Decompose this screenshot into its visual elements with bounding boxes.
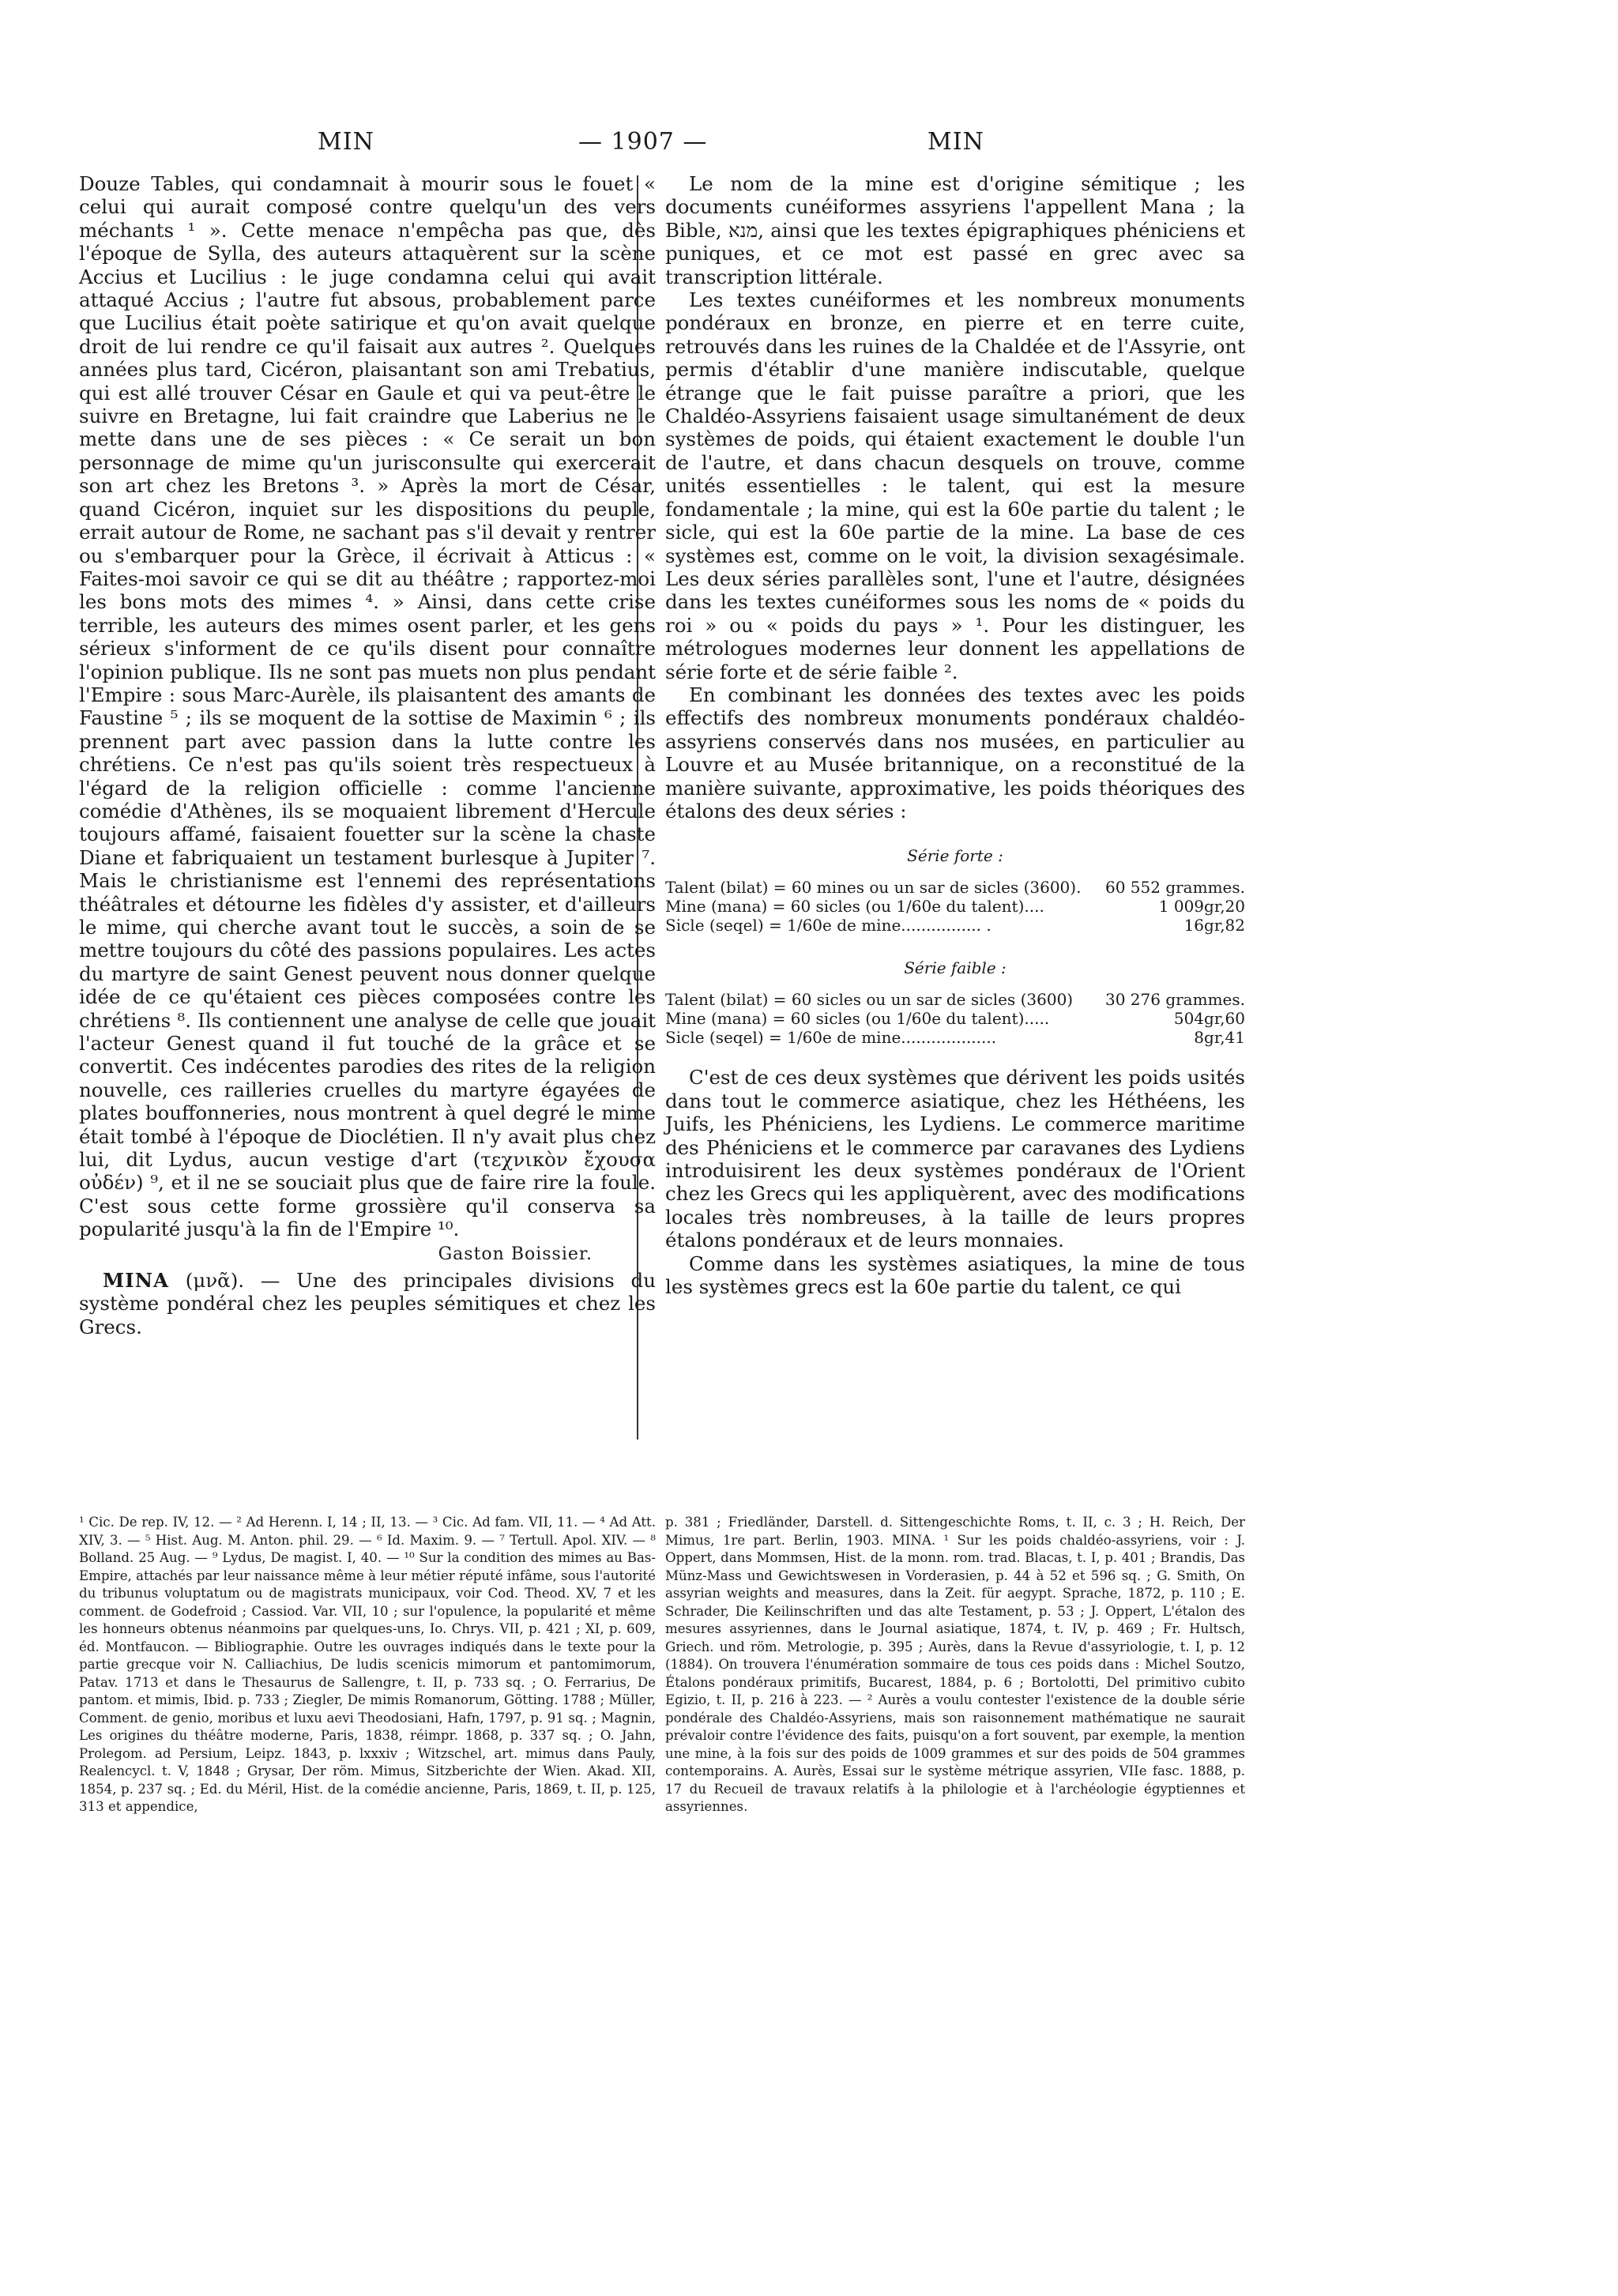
row-label: Talent (bilat) = 60 sicles ou un sar de sicles (3600) [665,990,1074,1010]
table-faible-title: Série faible : [904,958,1007,978]
table-row [665,990,1245,1009]
row-value: 16gr,82 [1183,916,1245,935]
paragraph-mina-intro [79,1269,656,1338]
paragraph-name-origin: Le nom de la mine est d'origine sémitique ; les documents cunéiformes assyriens l'appellent Mana ; la Bible, מנא, ainsi que les textes épigraphiques phéniciens et puniques, et ce mot est passé en grec avec sa transcription littérale. [665,172,1246,288]
table-row [665,897,1245,916]
footnote-text: ¹ Cic. De rep. IV, 12. — ² Ad Herenn. I, 14 ; II, 13. — ³ Cic. Ad fam. VII, 11. — ⁴ Ad Att. XIV, 3. — ⁵ Hist. Aug. M. Anton. phil. 29. — ⁶ Id. Maxim. 9. — ⁷ Tertull. Apol. XIV. — ⁸ Bolland. 25 Aug. — ⁹ Lydus, De magist. I, 40. — ¹⁰ Sur la condition des mimes au Bas-Empire, attachés par leur naissance même à leur métier réputé infâme, sous l'autorité du tribunus voluptatum ou de magistrats municipaux, voir Cod. Theod. XV, 7 et les comment. de Godefroid ; Cassiod. Var. VII, 10 ; sur l'opulence, la popularité et même les honneurs obtenus néanmoins par quelques-uns, Io. Chrys. VII, p. 421 ; XI, p. 609, éd. Montfaucon. — Bibliographie. Outre les ouvrages indiqués dans le texte pour la partie grecque voir N. Calliachius, De ludis scenicis mimorum et pantomimorum, Patav. 1713 et dans le Thesaurus de Sallengre, t. II, p. 733 sq. ; O. Ferrarius, De pantom. et mimis, Ibid. p. 733 ; Ziegler, De mimis Romanorum, Götting. 1788 ; Müller, Comment. de genio, moribus et luxu aevi Theodosiani, Hafn, 1797, p. 91 sq. ; Magnin, Les origines du théâtre moderne, Paris, 1838, réimpr. 1868, p. 337 sq. ; O. Jahn, Prolegom. ad Persium, Leipz. 1843, p. lxxxiv ; Witzschel, art. mimus dans Pauly, Realencycl. t. V, 1848 ; Grysar, Der röm. Mimus, Sitzberichte der Wien. Akad. XII, 1854, p. 237 sq. ; Ed. du Méril, Hist. de la comédie ancienne, Paris, 1869, t. II, p. 125, 313 et appendice, [79,1515,656,1814]
table-row [665,1028,1245,1047]
paragraph-greek-mine: Comme dans les systèmes asiatiques, la mine de tous les systèmes grecs est la 60e partie du talent, ce qui [665,1252,1245,1299]
left-column [79,172,656,1338]
table-row [665,1009,1245,1028]
footnotes-left [79,1514,656,1816]
page-header [0,128,1618,167]
footnote-text: p. 381 ; Friedländer, Darstell. d. Sittengeschichte Roms, t. II, c. 3 ; H. Reich, Der Mimus, 1re part. Berlin, 1903. MINA. ¹ Sur les poids chaldéo-assyriens, voir : J. Oppert, dans Mommsen, Hist. de la monn. rom. trad. Blacas, t. I, p. 401 ; Brandis, Das Münz-Mass und Gewichtswesen in Vorderasien, p. 44 à 52 et 596 sq. ; G. Smith, On assyrian weights and measures, dans la Zeit. für aegypt. Sprache, 1872, p. 110 ; E. Schrader, Die Keilinschriften und das alte Testament, p. 53 ; J. Oppert, L'étalon des mesures assyriennes, dans le Journal asiatique, 1874, t. IV, p. 469 ; Fr. Hultsch, Griech. und röm. Metrologie, p. 395 ; Aurès, dans la Revue d'assyriologie, t. I, p. 12 (1884). On trouvera l'énumération sommaire de tous ces poids dans : Michel Soutzo, Étalons pondéraux primitifs, Bucarest, 1884, p. 6 ; Bortolotti, Del primitivo cubito Egizio, t. II, p. 216 à 223. — ² Aurès a voulu contester l'existence de la double série pondérale des Chaldéo-Assyriens, mais son raisonnement mathématique ne saurait prévaloir contre l'évidence des faits, puisqu'on a fort souvent, par exemple, la mention une mine, à la fois sur des poids de 1009 grammes et sur des poids de 504 grammes contemporains. A. Aurès, Essai sur le système métrique assyrien, VIIe fasc. 1888, p. 17 du Recueil de travaux relatifs à la philologie et à l'archéologie égyptiennes et assyriennes. [665,1515,1245,1814]
entry-definition: (μνᾶ). — Une des principales divisions du système pondéral chez les peuples sémitiques et chez les Grecs. [79,1268,656,1338]
author-signature: Gaston Boissier. [438,1244,593,1264]
paragraph-reconstitution: En combinant les données des textes avec les poids effectifs des nombreux monuments pondéraux chaldéo-assyriens conservés dans nos musées, en particulier au Louvre et au Musée britannique, on a reconstitué de la manière suivante, approximative, les poids théoriques des étalons des deux séries : [665,683,1245,822]
row-value: 504gr,60 [1173,1009,1245,1029]
row-label: Talent (bilat) = 60 mines ou un sar de sicles (3600). [665,878,1082,898]
footnotes-right [665,1514,1245,1816]
paragraph-two-systems: Les textes cunéiformes et les nombreux monuments pondéraux en bronze, en pierre et en terre cuite, retrouvés dans les ruines de la Chaldée et de l'Assyrie, ont permis d'établir d'une manière indiscutable, quelque étrange que le fait puisse paraître a priori, que les Chaldéo-Assyriens faisaient usage simultanément de deux systèmes de poids, qui étaient exactement le double l'un de l'autre, et dans chacun desquels on trouve, comme unités essentielles : le talent, qui est la mesure fondamentale ; la mine, qui est la 60e partie du talent ; le sicle, qui est la 60e partie de la mine. La base de ces systèmes est, comme on le voit, la division sexagésimale. Les deux séries parallèles sont, l'une et l'autre, désignées dans les textes cunéiformes sous les noms de « poids du roi » ou « poids du pays » ¹. Pour les distinguer, les métrologues modernes leur donnent les appellations de série forte et de série faible ². [665,288,1245,683]
table-serie-faible [665,990,1245,1047]
row-value: 8gr,41 [1194,1028,1245,1048]
row-value: 60 552 grammes. [1104,878,1245,898]
row-label: Sicle (seqel) = 1/60e de mine................... [665,1028,997,1048]
row-label: Mine (mana) = 60 sicles (ou 1/60e du talent).... [665,897,1044,917]
table-row [665,916,1245,935]
table-serie-forte [665,878,1245,935]
paragraph-mime-end: Douze Tables, qui condamnait à mourir sous le fouet « celui qui aurait composé contre quelqu'un des vers méchants ¹ ». Cette menace n'empêcha pas que, dès l'époque de Sylla, des auteurs attaquèrent sur la scène Accius et Lucilius : le juge condamna celui qui avait attaqué Accius ; l'autre fut absous, probablement parce que Lucilius était poète satirique et qu'on avait quelque droit de lui rendre ce qu'il faisait aux autres ². Quelques années plus tard, Cicéron, plaisantant son ami Trebatius, qui est allé trouver César en Gaule et qui va peut-être le suivre en Bretagne, lui fait craindre que Laberius ne le mette dans une de ses pièces : « Ce serait un bon personnage de mime qu'un jurisconsulte qui exercerait son art chez les Bretons ³. » Après la mort de César, quand Cicéron, inquiet sur les dispositions du peuple, errait autour de Rome, ne sachant pas s'il devait y rentrer ou s'embarquer pour la Grèce, il écrivait à Atticus : « Faites-moi savoir ce qui se dit au théâtre ; rapportez-moi les bons mots des mimes ⁴. » Ainsi, dans cette crise terrible, les auteurs des mimes osent parler, et les gens sérieux s'informent de ce qu'ils disent pour connaître l'opinion publique. Ils ne sont pas muets non plus pendant l'Empire : sous Marc-Aurèle, ils plaisantent des amants de Faustine ⁵ ; ils se moquent de la sottise de Maximin ⁶ ; ils prennent part avec passion dans la lutte contre les chrétiens. Ce n'est pas qu'ils soient très respectueux à l'égard de la religion officielle : comme l'ancienne comédie d'Athènes, ils se moquaient librement d'Hercule toujours affamé, faisaient fouetter sur la scène la chaste Diane et fabriquaient un testament burlesque à Jupiter ⁷. Mais le christianisme est l'ennemi des représentations théâtrales et détourne les fidèles d'y assister, et d'ailleurs le mime, qui cherche avant tout le succès, a soin de se mettre toujours du côté des passions populaires. Les actes du martyre de saint Genest peuvent nous donner quelque idée de ce qu'étaient ces pièces composées contre les chrétiens ⁸. Ils contiennent une analyse de celle que jouait l'acteur Genest quand il fut touché de la grâce et se convertit. Ces indécentes parodies des rites de la religion nouvelle, ces railleries cruelles du martyre égayées de plates bouffonneries, nous montrent à quel degré le mime était tombé à l'époque de Dioclétien. Il n'y avait plus chez lui, dit Lydus, aucun vestige d'art (τεχνικὸν ἔχουσα οὐδέν) ⁹, et il ne se souciait plus que de faire rire la foule. C'est sous cette forme grossière qu'il conserva sa popularité jusqu'à la fin de l'Empire ¹⁰. [79,172,656,1241]
paragraph-derived-weights: C'est de ces deux systèmes que dérivent les poids usités dans tout le commerce asiatique, chez les Héthéens, les Juifs, les Phéniciens, les Lydiens. Le commerce maritime des Phéniciens et le commerce par caravanes des Lydiens introduisirent les deux systèmes pondéraux de l'Orient chez les Grecs qui les appliquèrent, avec des modifications locales très nombreuses, à la taille de leurs propres étalons pondéraux et de leurs monnaies. [665,1066,1246,1252]
table-forte-title: Série forte : [907,846,1003,866]
header-left-title: MIN [318,128,374,156]
table-row [665,878,1245,897]
row-label: Mine (mana) = 60 sicles (ou 1/60e du talent)..... [665,1009,1050,1029]
header-right-title: MIN [928,128,984,156]
row-label: Sicle (seqel) = 1/60e de mine................ . [665,916,991,935]
spacer [665,1047,1245,1066]
page-number: — 1907 — [578,128,708,156]
row-value: 1 009gr,20 [1158,897,1245,917]
entry-headword: MINA [103,1268,169,1292]
row-value: 30 276 grammes. [1104,990,1245,1010]
right-column [665,172,1245,1298]
